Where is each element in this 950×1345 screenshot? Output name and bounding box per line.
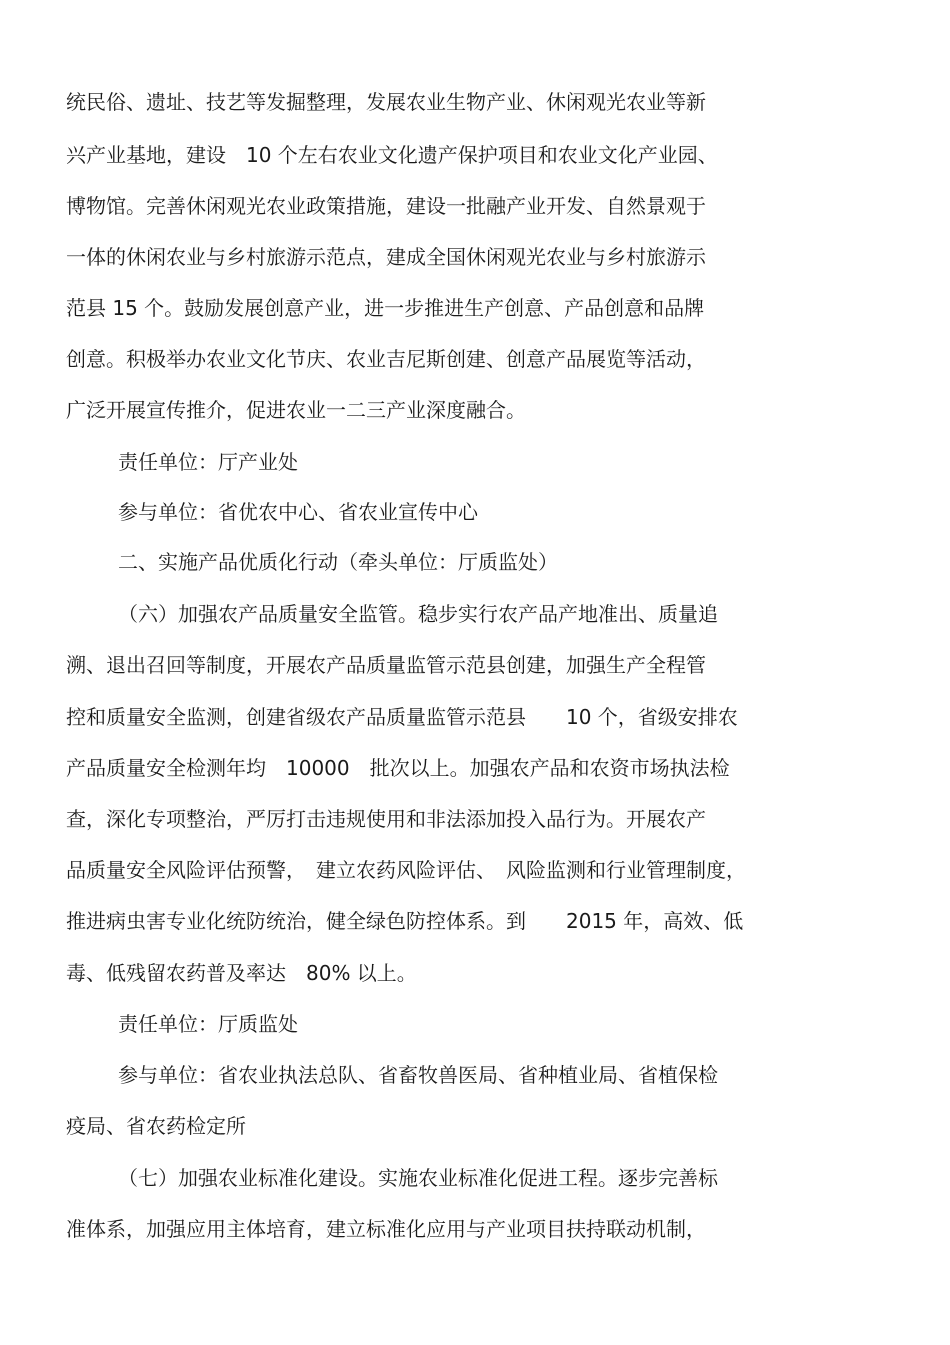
paragraph-line: 溯、退出召回等制度，开展农产品质量监管示范县创建，加强生产全程管 <box>66 653 706 677</box>
paragraph-line: 查，深化专项整治，严厉打击违规使用和非法添加投入品行为。开展农产 <box>66 807 706 831</box>
paragraph-line: 统民俗、遗址、技艺等发掘整理，发展农业生物产业、休闲观光农业等新 <box>66 90 706 114</box>
participating-units: 参与单位：省农业执法总队、省畜牧兽医局、省种植业局、省植保检 <box>118 1063 718 1087</box>
paragraph-line: 控和质量安全监测，创建省级农产品质量监管示范县 10 个，省级安排农 <box>66 705 738 729</box>
paragraph-line: 品质量安全风险评估预警， 建立农药风险评估、 风险监测和行业管理制度， <box>66 858 746 882</box>
paragraph-line: 毒、低残留农药普及率达 80% 以上。 <box>66 961 417 985</box>
paragraph-line: 准体系，加强应用主体培育，建立标准化应用与产业项目扶持联动机制， <box>66 1217 706 1241</box>
paragraph-line: 广泛开展宣传推介，促进农业一二三产业深度融合。 <box>66 398 526 422</box>
paragraph-line: 博物馆。完善休闲观光农业政策措施，建设一批融产业开发、自然景观于 <box>66 194 706 218</box>
responsible-unit: 责任单位：厅质监处 <box>118 1012 298 1036</box>
section-heading: 二、实施产品优质化行动（牵头单位：厅质监处） <box>118 550 558 574</box>
participating-units: 参与单位：省优农中心、省农业宣传中心 <box>118 500 478 524</box>
paragraph-line: 产品质量安全检测年均 10000 批次以上。加强农产品和农资市场执法检 <box>66 756 730 780</box>
responsible-unit: 责任单位：厅产业处 <box>118 450 298 474</box>
paragraph-line: 范县 15 个。鼓励发展创意产业，进一步推进生产创意、产品创意和品牌 <box>66 296 705 320</box>
paragraph-line: （六）加强农产品质量安全监管。稳步实行农产品产地准出、质量追 <box>118 602 718 626</box>
paragraph-line: 一体的休闲农业与乡村旅游示范点，建成全国休闲观光农业与乡村旅游示 <box>66 245 706 269</box>
paragraph-line: 创意。积极举办农业文化节庆、农业吉尼斯创建、创意产品展览等活动， <box>66 347 706 371</box>
paragraph-line: （七）加强农业标准化建设。实施农业标准化促进工程。逐步完善标 <box>118 1166 718 1190</box>
paragraph-line: 兴产业基地，建设 10 个左右农业文化遗产保护项目和农业文化产业园、 <box>66 143 718 167</box>
paragraph-line: 疫局、省农药检定所 <box>66 1114 246 1138</box>
paragraph-line: 推进病虫害专业化统防统治，健全绿色防控体系。到 2015 年，高效、低 <box>66 909 744 933</box>
